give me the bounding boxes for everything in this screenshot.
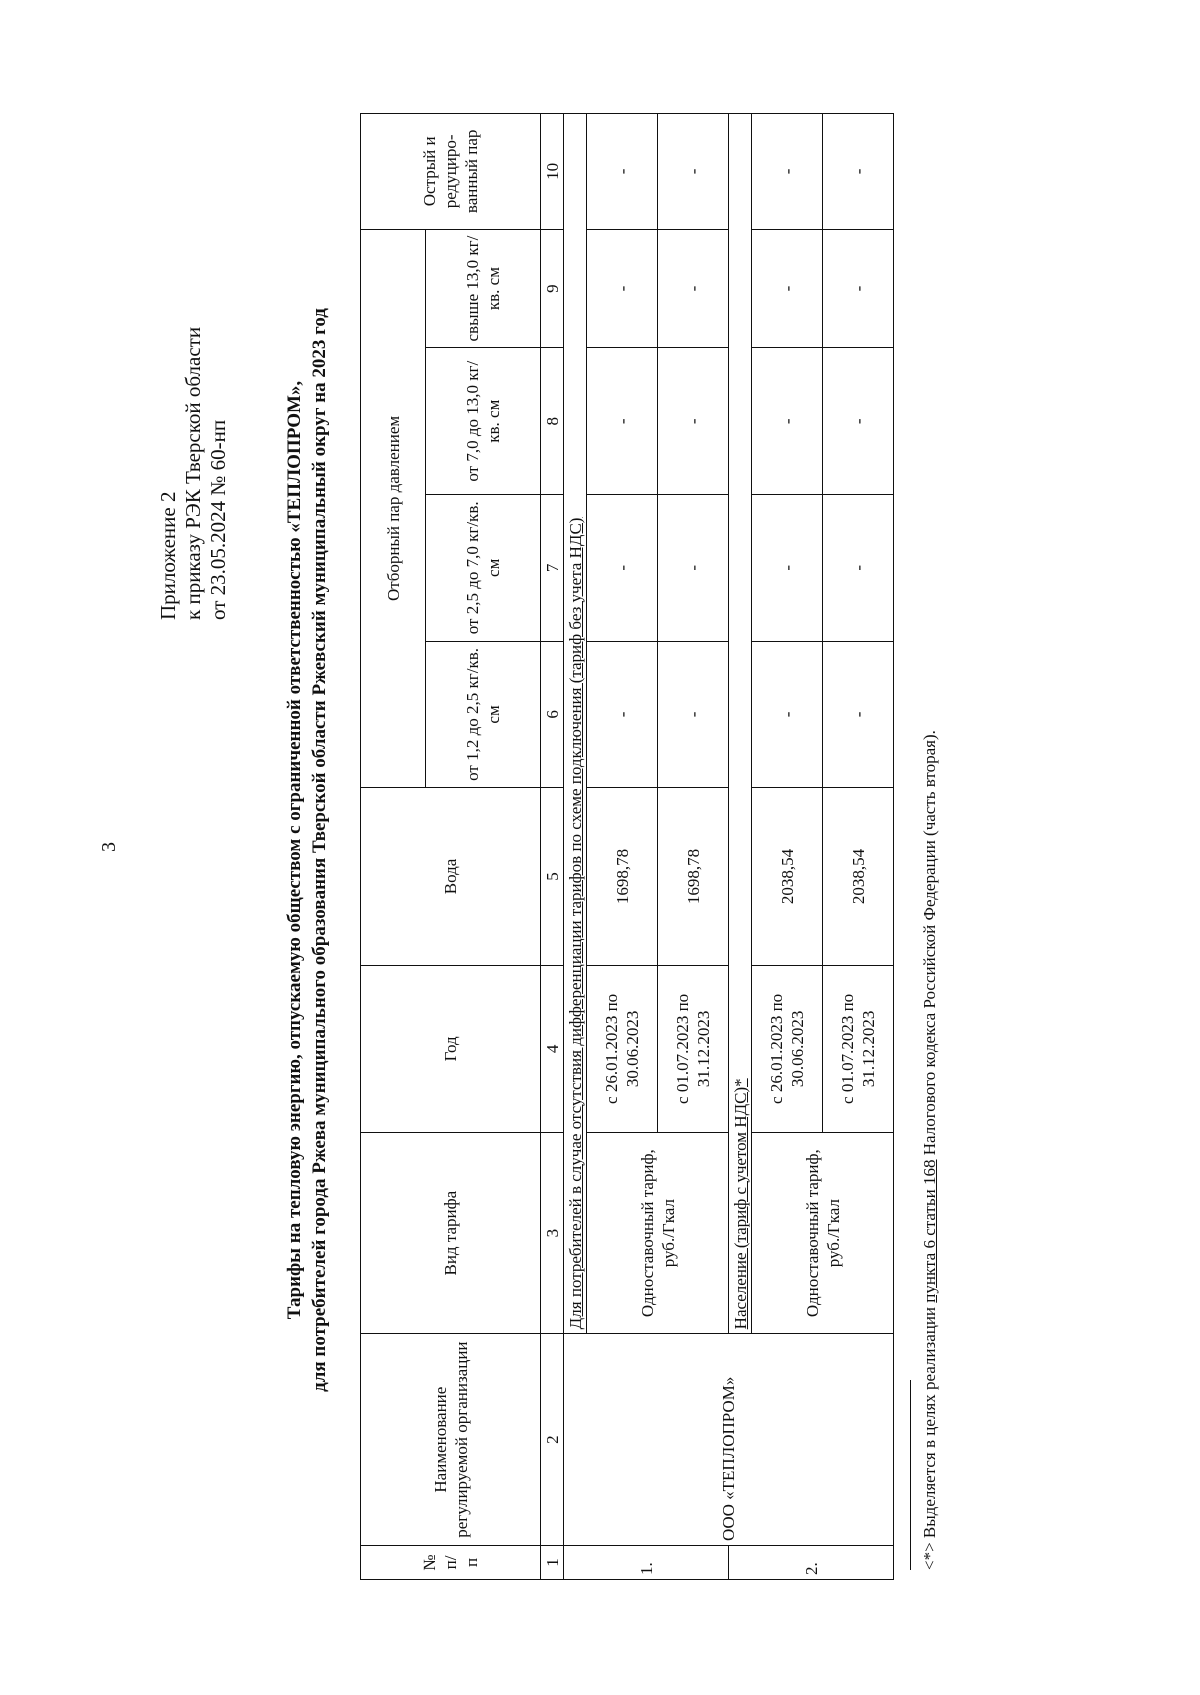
header-org: Наименование регулируемой организации [361,1334,541,1546]
row-number: 1. [564,1545,729,1579]
appendix-line-2: к приказу РЭК Тверской области [181,326,205,620]
section-label [564,114,587,1334]
title-line-1: Тарифы на тепловую энергию, отпускаемую обществом с ограниченной ответственностью «ТЕПЛОПРОМ», [284,380,305,1320]
appendix-line-1: Приложение 2 [156,491,180,620]
sharp-value: - [823,114,894,230]
footnote-divider [910,1380,911,1570]
footnote-part-1: <*> Выделяется в целях реализации [920,1302,939,1570]
p4-value: - [752,229,823,348]
col-number: 8 [541,348,564,495]
sharp-value: - [587,114,658,230]
water-value: 1698,78 [658,788,729,966]
p3-value: - [823,348,894,495]
org-name: ООО «ТЕПЛОПРОМ» [564,1334,894,1546]
section-label [729,114,752,1334]
footnote [920,370,940,1570]
document-title [282,240,332,1460]
header-steam-group: Отборный пар давлением [361,229,426,788]
col-number: 4 [541,965,564,1132]
p4-value: - [658,229,729,348]
p1-value: - [752,641,823,788]
appendix-line-3: от 23.05.2024 № 60-нп [206,419,230,620]
header-num: № п/ п [361,1545,541,1579]
tariff-kind: Одноставочный тариф, руб./Гкал [587,1133,729,1334]
row-number: 2. [729,1545,894,1579]
header-p1: от 1,2 до 2,5 кг/кв. см [426,641,541,788]
water-value: 2038,54 [752,788,823,966]
header-p2: от 2,5 до 7,0 кг/кв. см [426,495,541,642]
col-number: 2 [541,1334,564,1546]
col-number: 10 [541,114,564,230]
period-cell: с 26.01.2023 по 30.06.2023 [587,965,658,1132]
appendix-header [156,260,231,620]
water-value: 2038,54 [823,788,894,966]
col-number: 6 [541,641,564,788]
header-kind: Вид тарифа [361,1133,541,1334]
water-value: 1698,78 [587,788,658,966]
p1-value: - [823,641,894,788]
section-label-text: Для потребителей в случае отсутствия дифференциации тарифов по схеме подключения (тариф без учета НДС) [565,517,585,1330]
p3-value: - [752,348,823,495]
section-label-text: Население (тариф с учетом НДС)* [730,1078,750,1330]
sharp-value: - [658,114,729,230]
page-number: 3 [98,842,120,852]
header-water: Вода [361,788,541,966]
p2-value: - [658,495,729,642]
period-cell: с 26.01.2023 по 30.06.2023 [752,965,823,1132]
header-sharp-steam: Острый и редуциро-ванный пар [361,114,541,230]
col-number: 7 [541,495,564,642]
col-number: 3 [541,1133,564,1334]
sharp-value: - [752,114,823,230]
p1-value: - [658,641,729,788]
p4-value: - [823,229,894,348]
p2-value: - [587,495,658,642]
p4-value: - [587,229,658,348]
period-cell: с 01.07.2023 по 31.12.2023 [658,965,729,1132]
rotated-document-page [20,60,1120,1640]
p2-value: - [823,495,894,642]
header-p3: от 7,0 до 13,0 кг/кв. см [426,348,541,495]
footnote-part-2: Налогового кодекса Российской Федерации (часть вторая). [920,730,939,1160]
header-year: Год [361,965,541,1132]
col-number: 1 [541,1545,564,1579]
p1-value: - [587,641,658,788]
p3-value: - [658,348,729,495]
header-p4: свыше 13,0 кг/кв. см [426,229,541,348]
period-cell: с 01.07.2023 по 31.12.2023 [823,965,894,1132]
tariff-table [360,113,894,1580]
col-number: 5 [541,788,564,966]
tariff-kind: Одноставочный тариф, руб./Гкал [752,1133,894,1334]
title-line-2: для потребителей города Ржева муниципального образования Тверской области Ржевский муниципальный округ на 2023 год [309,308,330,1392]
footnote-law-reference: пункта 6 статьи 168 [920,1159,939,1303]
p3-value: - [587,348,658,495]
p2-value: - [752,495,823,642]
col-number: 9 [541,229,564,348]
